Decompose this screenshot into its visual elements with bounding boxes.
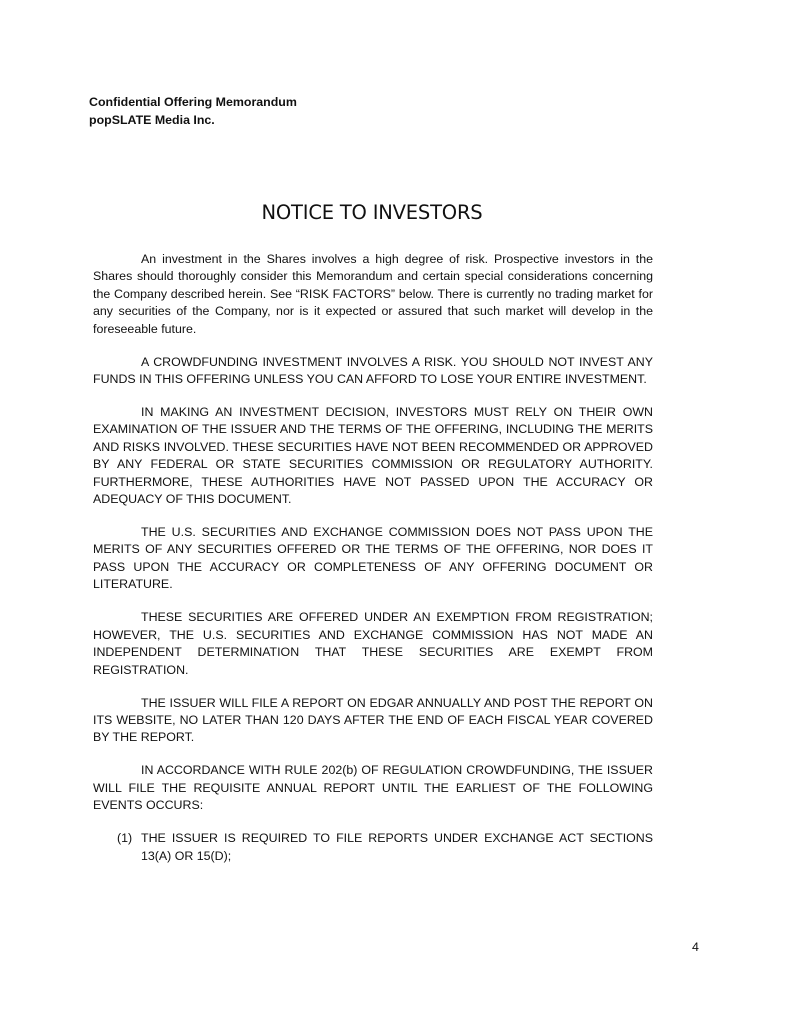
header-company-name: popSLATE Media Inc. xyxy=(89,112,215,127)
list-item xyxy=(93,830,653,865)
paragraph-edgar-report: THE ISSUER WILL FILE A REPORT ON EDGAR ANNUALLY AND POST THE REPORT ON ITS WEBSITE, NO LATER THAN 120 DAYS AFTER THE END OF EACH FISCAL YEAR COVERED BY THE REPORT. xyxy=(93,695,653,745)
paragraph-sec-disclaimer: THE U.S. SECURITIES AND EXCHANGE COMMISSION DOES NOT PASS UPON THE MERITS OF ANY SECURITIES OFFERED OR THE TERMS OF THE OFFERING, NOR DOES IT PASS UPON THE ACCURACY OR COMPLETENESS OF ANY OFFERING DOCUMENT OR LITERATURE. xyxy=(93,525,653,592)
list-item-text: THE ISSUER IS REQUIRED TO FILE REPORTS UNDER EXCHANGE ACT SECTIONS 13(A) OR 15(D); xyxy=(141,831,653,863)
paragraph-risk-intro: An investment in the Shares involves a high degree of risk. Prospective investors in the Shares should thoroughly consider this Memorandum and certain special considerations concerning the Company described herein. See “RISK FACTORS” below. There is currently no trading market for any securities of the Company, nor is it expected or assured that such market will develop in the foreseeable future. xyxy=(93,252,653,336)
paragraph-investment-decision: IN MAKING AN INVESTMENT DECISION, INVESTORS MUST RELY ON THEIR OWN EXAMINATION OF THE ISSUER AND THE TERMS OF THE OFFERING, INCLUDING THE MERITS AND RISKS INVOLVED. THESE SECURITIES HAVE NOT BEEN RECOMMENDED OR APPROVED BY ANY FEDERAL OR STATE SECURITIES COMMISSION OR REGULATORY AUTHORITY. FURTHERMORE, THESE AUTHORITIES HAVE NOT PASSED UPON THE ACCURACY OR ADEQUACY OF THIS DOCUMENT. xyxy=(93,405,653,507)
paragraph-crowdfunding-risk: A CROWDFUNDING INVESTMENT INVOLVES A RISK. YOU SHOULD NOT INVEST ANY FUNDS IN THIS OFFERING UNLESS YOU CAN AFFORD TO LOSE YOUR ENTIRE INVESTMENT. xyxy=(93,354,653,387)
list-item-number: (1) xyxy=(117,831,133,846)
paragraph-rule-202b: IN ACCORDANCE WITH RULE 202(b) OF REGULATION CROWDFUNDING, THE ISSUER WILL FILE THE REQUISITE ANNUAL REPORT UNTIL THE EARLIEST OF THE FOLLOWING EVENTS OCCURS: xyxy=(93,763,653,813)
document-header xyxy=(89,94,297,129)
header-document-type: Confidential Offering Memorandum xyxy=(89,95,297,109)
document-body xyxy=(93,251,653,865)
paragraph-registration-exemption: THESE SECURITIES ARE OFFERED UNDER AN EXEMPTION FROM REGISTRATION; HOWEVER, THE U.S. SECURITIES AND EXCHANGE COMMISSION HAS NOT MADE AN INDEPENDENT DETERMINATION THAT THESE SECURITIES ARE EXEMPT FROM REGISTRATION. xyxy=(93,610,653,677)
page-number: 4 xyxy=(692,940,699,954)
page-title: NOTICE TO INVESTORS xyxy=(261,201,483,224)
